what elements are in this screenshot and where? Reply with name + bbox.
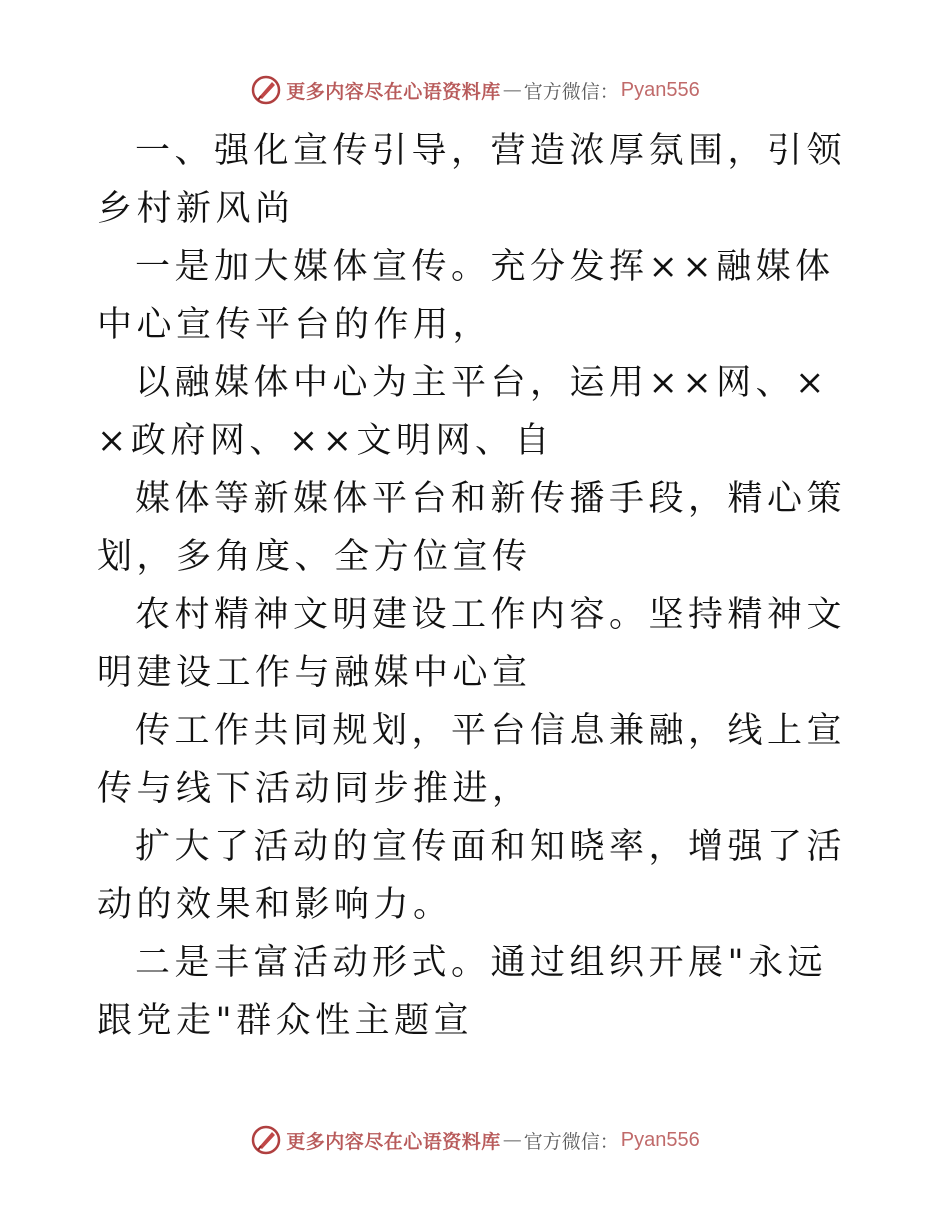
quill-pen-logo-icon — [250, 1124, 282, 1156]
paragraph-5: 农村精神文明建设工作内容。坚持精神文明建设工作与融媒中心宣 — [97, 595, 847, 693]
document-body — [97, 122, 857, 1050]
paragraph-1: 一、强化宣传引导，营造浓厚氛围，引领乡村新风尚 — [97, 131, 847, 229]
header-banner — [0, 70, 950, 110]
footer-banner — [0, 1120, 950, 1160]
banner-site-text: 更多内容尽在心语资料库 — [286, 80, 501, 103]
paragraph-8: 二是丰富活动形式。通过组织开展"永远跟党走"群众性主题宣 — [97, 943, 828, 1041]
banner-site-text: 更多内容尽在心语资料库 — [286, 1130, 501, 1153]
paragraph-4: 媒体等新媒体平台和新传播手段，精心策划，多角度、全方位宣传 — [97, 479, 847, 577]
banner-dash: — — [502, 79, 522, 101]
quill-pen-logo-icon — [250, 74, 282, 106]
banner-wechat-label: 官方微信： — [523, 80, 619, 103]
banner-wechat-label: 官方微信： — [523, 1130, 619, 1153]
banner-wechat-id: Pyan556 — [620, 78, 700, 101]
banner-wechat-id: Pyan556 — [620, 1128, 700, 1151]
paragraph-7: 扩大了活动的宣传面和知晓率，增强了活动的效果和影响力。 — [97, 827, 847, 925]
paragraph-3: 以融媒体中心为主平台，运用××网、××政府网、××文明网、自 — [97, 363, 829, 461]
paragraph-6: 传工作共同规划，平台信息兼融，线上宣传与线下活动同步推进， — [97, 711, 847, 809]
paragraph-2: 一是加大媒体宣传。充分发挥××融媒体中心宣传平台的作用， — [97, 247, 835, 345]
banner-dash: — — [502, 1129, 522, 1151]
